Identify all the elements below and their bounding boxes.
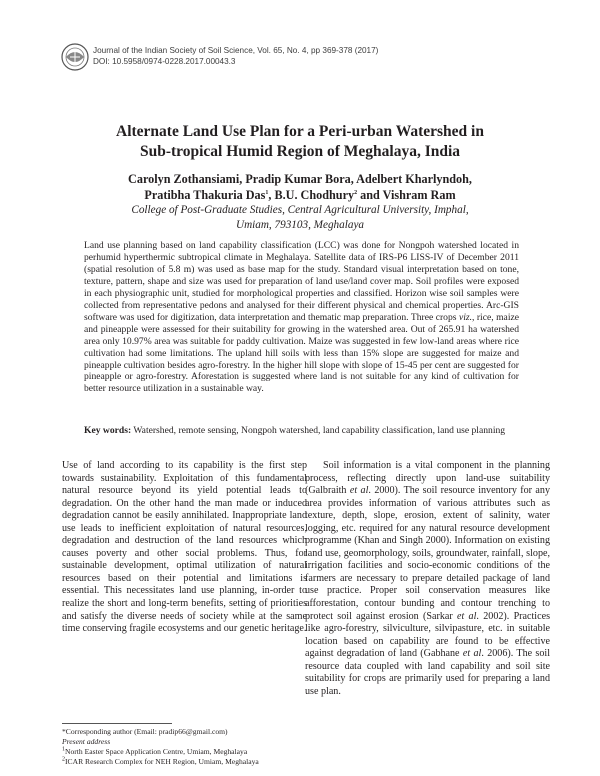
affiliation-line-1: College of Post-Graduate Studies, Central Agricultural University, Imphal, xyxy=(131,204,469,216)
citation-italic: et al xyxy=(349,485,369,497)
affiliation-marker: 1 xyxy=(265,189,269,196)
affiliation-line-2: Umiam, 793103, Meghalaya xyxy=(235,218,365,231)
affiliation-marker: 2 xyxy=(354,189,358,196)
footnote-marker: 2 xyxy=(62,756,65,763)
doi: DOI: 10.5958/0974-0228.2017.00043.3 xyxy=(93,57,236,66)
authors-line-2 xyxy=(40,187,560,203)
body-column-left xyxy=(62,460,307,636)
keywords xyxy=(84,425,524,437)
title-line-1: Alternate Land Use Plan for a Peri-urban Watershed in xyxy=(116,123,484,140)
citation-italic: et al xyxy=(457,610,477,622)
footnote-text: ICAR Research Complex for NEH Region, Umiam, Meghalaya xyxy=(65,757,259,766)
corresponding-author-note: *Corresponding author (Email: pradip66@gmail.com) xyxy=(62,727,228,736)
keywords-label: Key words: xyxy=(84,425,132,436)
paragraph-text: Soil information is a vital component in the planning process, reflecting directly upon land-use suitability (Galbraith xyxy=(305,460,550,497)
footnote-2 xyxy=(62,757,307,767)
body-paragraph: Use of land according to its capability is the first step towards sustainability. Exploitation of this fundamental natural resource beyond its yield potential leads to degradation. On the other hand the man made or induced degradation cannot be easily annihilated. Inappropriate land use leads to inefficient exploitation of natural resources, degradation and destruction of the land resources which causes poverty and other social problems. Thus, for sustainable development, optimal utilization of natural resources based on their potential and limitations is essential. This necessitates land use planning, in-order to realize the short and long-term benefits, setting of priorities and satisfy the diverse needs of society while at the same time conserving fragile ecosystems and our genetic heritage. xyxy=(62,460,307,635)
author-list xyxy=(40,171,560,203)
footnote-marker: 1 xyxy=(62,746,65,753)
footnote-divider xyxy=(62,723,172,724)
affiliation xyxy=(40,203,560,232)
body-paragraph xyxy=(305,460,550,698)
paragraph-text: . 2006). The soil resource data coupled with land capability and soil site suitability for crops are primarily used for preparing a land use plan. xyxy=(305,648,550,697)
author-name: Pratibha Thakuria Das xyxy=(144,188,266,202)
present-address-label: Present address xyxy=(62,737,111,746)
paragraph-text: . 2002). Practices like agro-forestry, silviculture, silvipasture, etc. in suitable location based on capability are found to be effective against degradation of land (Gabhane xyxy=(305,610,550,660)
author-name: , B.U. Chodhury xyxy=(268,188,355,202)
paragraph-text: . 2000). The soil resource inventory for any area provides information of various attributes such as texture, depth, slope, erosion, extent of salinity, water logging, etc. required for any natural resource development programme (Khan and Singh 2000). Information on existing land use, geomorphology, soils, groundwater, rainfall, slope, irrigation facilities and socio-economic conditions of the farmers are necessary to prepare detailed package of land use practice. Proper soil conservation measures like afforestation, contour bunding and contour trenching to protect soil against erosion (Sarkar xyxy=(305,485,550,622)
keywords-text: Watershed, remote sensing, Nongpoh watershed, land capability classification, land use planning xyxy=(131,425,506,436)
journal-logo-icon xyxy=(60,42,90,72)
body-column-right xyxy=(305,460,550,698)
journal-citation: Journal of the Indian Society of Soil Science, Vol. 65, No. 4, pp 369-378 (2017) xyxy=(93,46,379,55)
paper-title xyxy=(40,122,560,162)
footnote-1 xyxy=(62,747,307,757)
abstract-text: , rice, maize and pineapple were assessed for their suitability for growing in the watershed area. Out of 265.91 ha watershed area only 10.97% area was suitable for paddy cultivation. Maize was suggested in few low-land areas where rice cultivation had some limitations. The upland hill soils with less than 15% slope are suggested for maize and pineapple cultivation besides agro-forestry. In the higher hill slope with slope of 15-45 per cent are suggested for pineapple or agro-forestry. Aforestation is suggested where land is not suitable for any kind of cultivation for better resource utilization in a sustainable way. xyxy=(84,311,519,395)
citation-italic: et al xyxy=(462,648,482,660)
abstract xyxy=(84,240,519,395)
title-line-2: Sub-tropical Humid Region of Meghalaya, India xyxy=(139,143,461,160)
footnote-text: North Easter Space Application Centre, Umiam, Meghalaya xyxy=(65,747,248,756)
authors-line-1: Carolyn Zothansiami, Pradip Kumar Bora, Adelbert Kharlyndoh, xyxy=(128,172,472,186)
abstract-text: Land use planning based on land capability classification (LCC) was done for Nongpoh watershed located in perhumid hyperthermic subtropical climate in Meghalaya. Satellite data of IRS-P6 LISS-IV of December 2011 (spatial resolution of 5.8 m) was used as base map for the study. Standard visual interpretation based on tone, texture, pattern, shape and size was used for preparation of land use/land cover map. Soil profiles were exposed in each physiographic unit, studied for morphological properties and classified. Horizon wise soil samples were collected from representative pedons and analysed for their different physical and chemical properties. Arc-GIS software was used for digitization, data interpretation and thematic map preparation. Three crops xyxy=(84,240,519,323)
abstract-italic: viz. xyxy=(458,311,472,323)
author-name: and Vishram Ram xyxy=(357,188,456,202)
